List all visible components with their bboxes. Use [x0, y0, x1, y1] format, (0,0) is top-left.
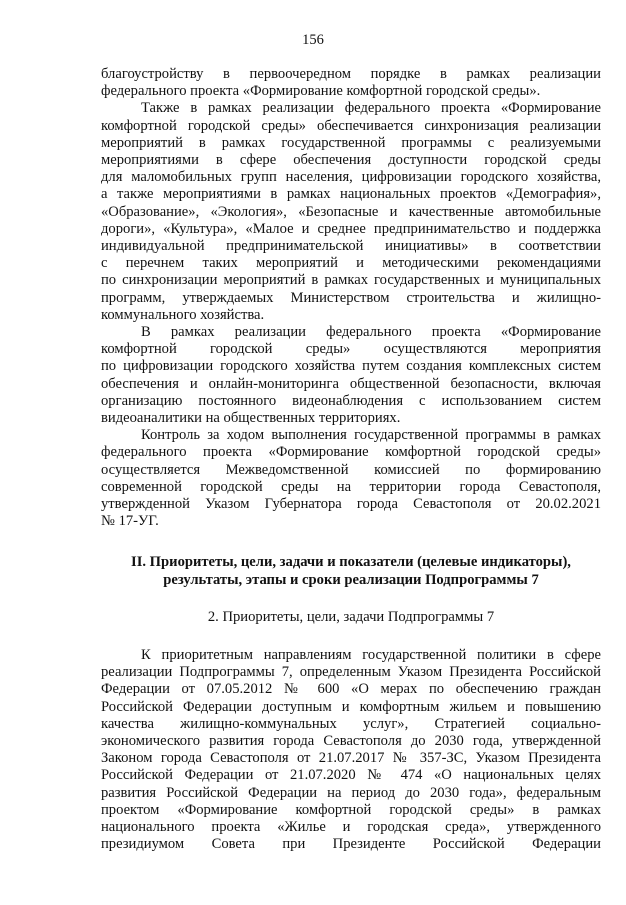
text-line: видеоаналитики на общественных территориях.	[101, 410, 401, 427]
text-line: индивидуальной предпринимательской инициативы» в соответствии	[101, 238, 601, 255]
text-line: благоустройству в первоочередном порядке в рамках реализации	[101, 66, 601, 82]
text-line: В рамках реализации федерального проекта «Формирование	[141, 324, 601, 341]
text-line: федерального проекта «Формирование комфортной городской среды»	[101, 444, 601, 461]
text-line: развития Российской Федерации на период до 2030 года», федеральным	[101, 784, 601, 801]
page-number: 156	[302, 32, 324, 48]
text-line: федерального проекта «Формирование комфортной городской среды».	[101, 83, 541, 100]
text-line: Федерации от 07.05.2012 № 600 «О мерах по обеспечению граждан	[101, 681, 601, 698]
text-line: Российской Федерации доступным и комфортным жильем и повышению	[101, 698, 601, 715]
text-line: качества жилищно-коммунальных услуг», Стратегией социально-	[101, 715, 601, 732]
text-line: «Образование», «Экология», «Безопасные и качественные автомобильные	[101, 203, 601, 220]
text-line: комфортной городской среды» осуществляются мероприятия	[101, 341, 601, 358]
text-line: Законом города Севастополя от 21.07.2017 № 357-ЗС, Указом Президента	[101, 750, 601, 767]
paragraph-priorities	[101, 647, 601, 853]
paragraph-continuation	[101, 66, 601, 100]
text-line: с перечнем таких мероприятий и методическими рекомендациями	[101, 255, 601, 272]
document-body	[101, 66, 601, 853]
heading-line: II. Приоритеты, цели, задачи и показатели (целевые индикаторы),	[131, 554, 571, 571]
text-line: а также мероприятиями в рамках национальных проектов «Демография»,	[101, 186, 601, 203]
text-line: по цифровизации городского хозяйства путем создания комплексных систем	[101, 358, 601, 375]
text-line: утвержденной Указом Губернатора города Севастополя от 20.02.2021	[101, 496, 601, 513]
heading-line: результаты, этапы и сроки реализации Подпрограммы 7	[163, 571, 539, 588]
text-line: Также в рамках реализации федерального проекта «Формирование	[141, 100, 601, 117]
section-heading	[101, 554, 601, 589]
text-line: для маломобильных групп населения, цифровизации городского хозяйства,	[101, 169, 601, 186]
text-line: реализации Подпрограммы 7, определенным Указом Президента Российской	[101, 664, 601, 681]
text-line: президиумом Совета при Президенте Российской Федерации	[101, 836, 601, 853]
text-line: проектом «Формирование комфортной городской среды» в рамках	[101, 801, 601, 818]
text-line: по синхронизации мероприятий в рамках государственных и муниципальных	[101, 272, 601, 289]
text-line: дороги», «Культура», «Малое и среднее предпринимательство и поддержка	[101, 220, 601, 237]
text-line: обеспечения и онлайн-мониторинга общественной безопасности, включая	[101, 375, 601, 392]
text-line: мероприятий в рамках государственной программы с реализуемыми	[101, 134, 601, 151]
paragraph-control	[101, 427, 601, 530]
text-line: организацию постоянного видеонаблюдения с использованием систем	[101, 392, 601, 409]
text-line: Российской Федерации от 21.07.2020 № 474 «О национальных целях	[101, 767, 601, 784]
paragraph-digitalization	[101, 324, 601, 427]
text-line: комфортной городской среды» обеспечивается синхронизация реализации	[101, 117, 601, 134]
text-line: национального проекта «Жилье и городская среда», утвержденного	[101, 819, 601, 836]
text-line: К приоритетным направлениям государственной политики в сфере	[141, 646, 601, 663]
text-line: мероприятиями в сфере обеспечения доступности городской среды	[101, 152, 601, 169]
text-line: № 17-УГ.	[101, 513, 159, 530]
text-line: современной городской среды на территории города Севастополя,	[101, 478, 601, 495]
paragraph-synchronization	[101, 100, 601, 324]
text-line: осуществляется Межведомственной комиссией по формированию	[101, 461, 601, 478]
text-line: Контроль за ходом выполнения государственной программы в рамках	[141, 427, 601, 444]
text-line: программ, утверждаемых Министерством строительства и жилищно-	[101, 289, 601, 306]
text-line: коммунального хозяйства.	[101, 306, 265, 323]
subsection-heading: 2. Приоритеты, цели, задачи Подпрограммы 7	[207, 609, 495, 626]
text-line: экономического развития города Севастополя до 2030 года, утвержденной	[101, 733, 601, 749]
